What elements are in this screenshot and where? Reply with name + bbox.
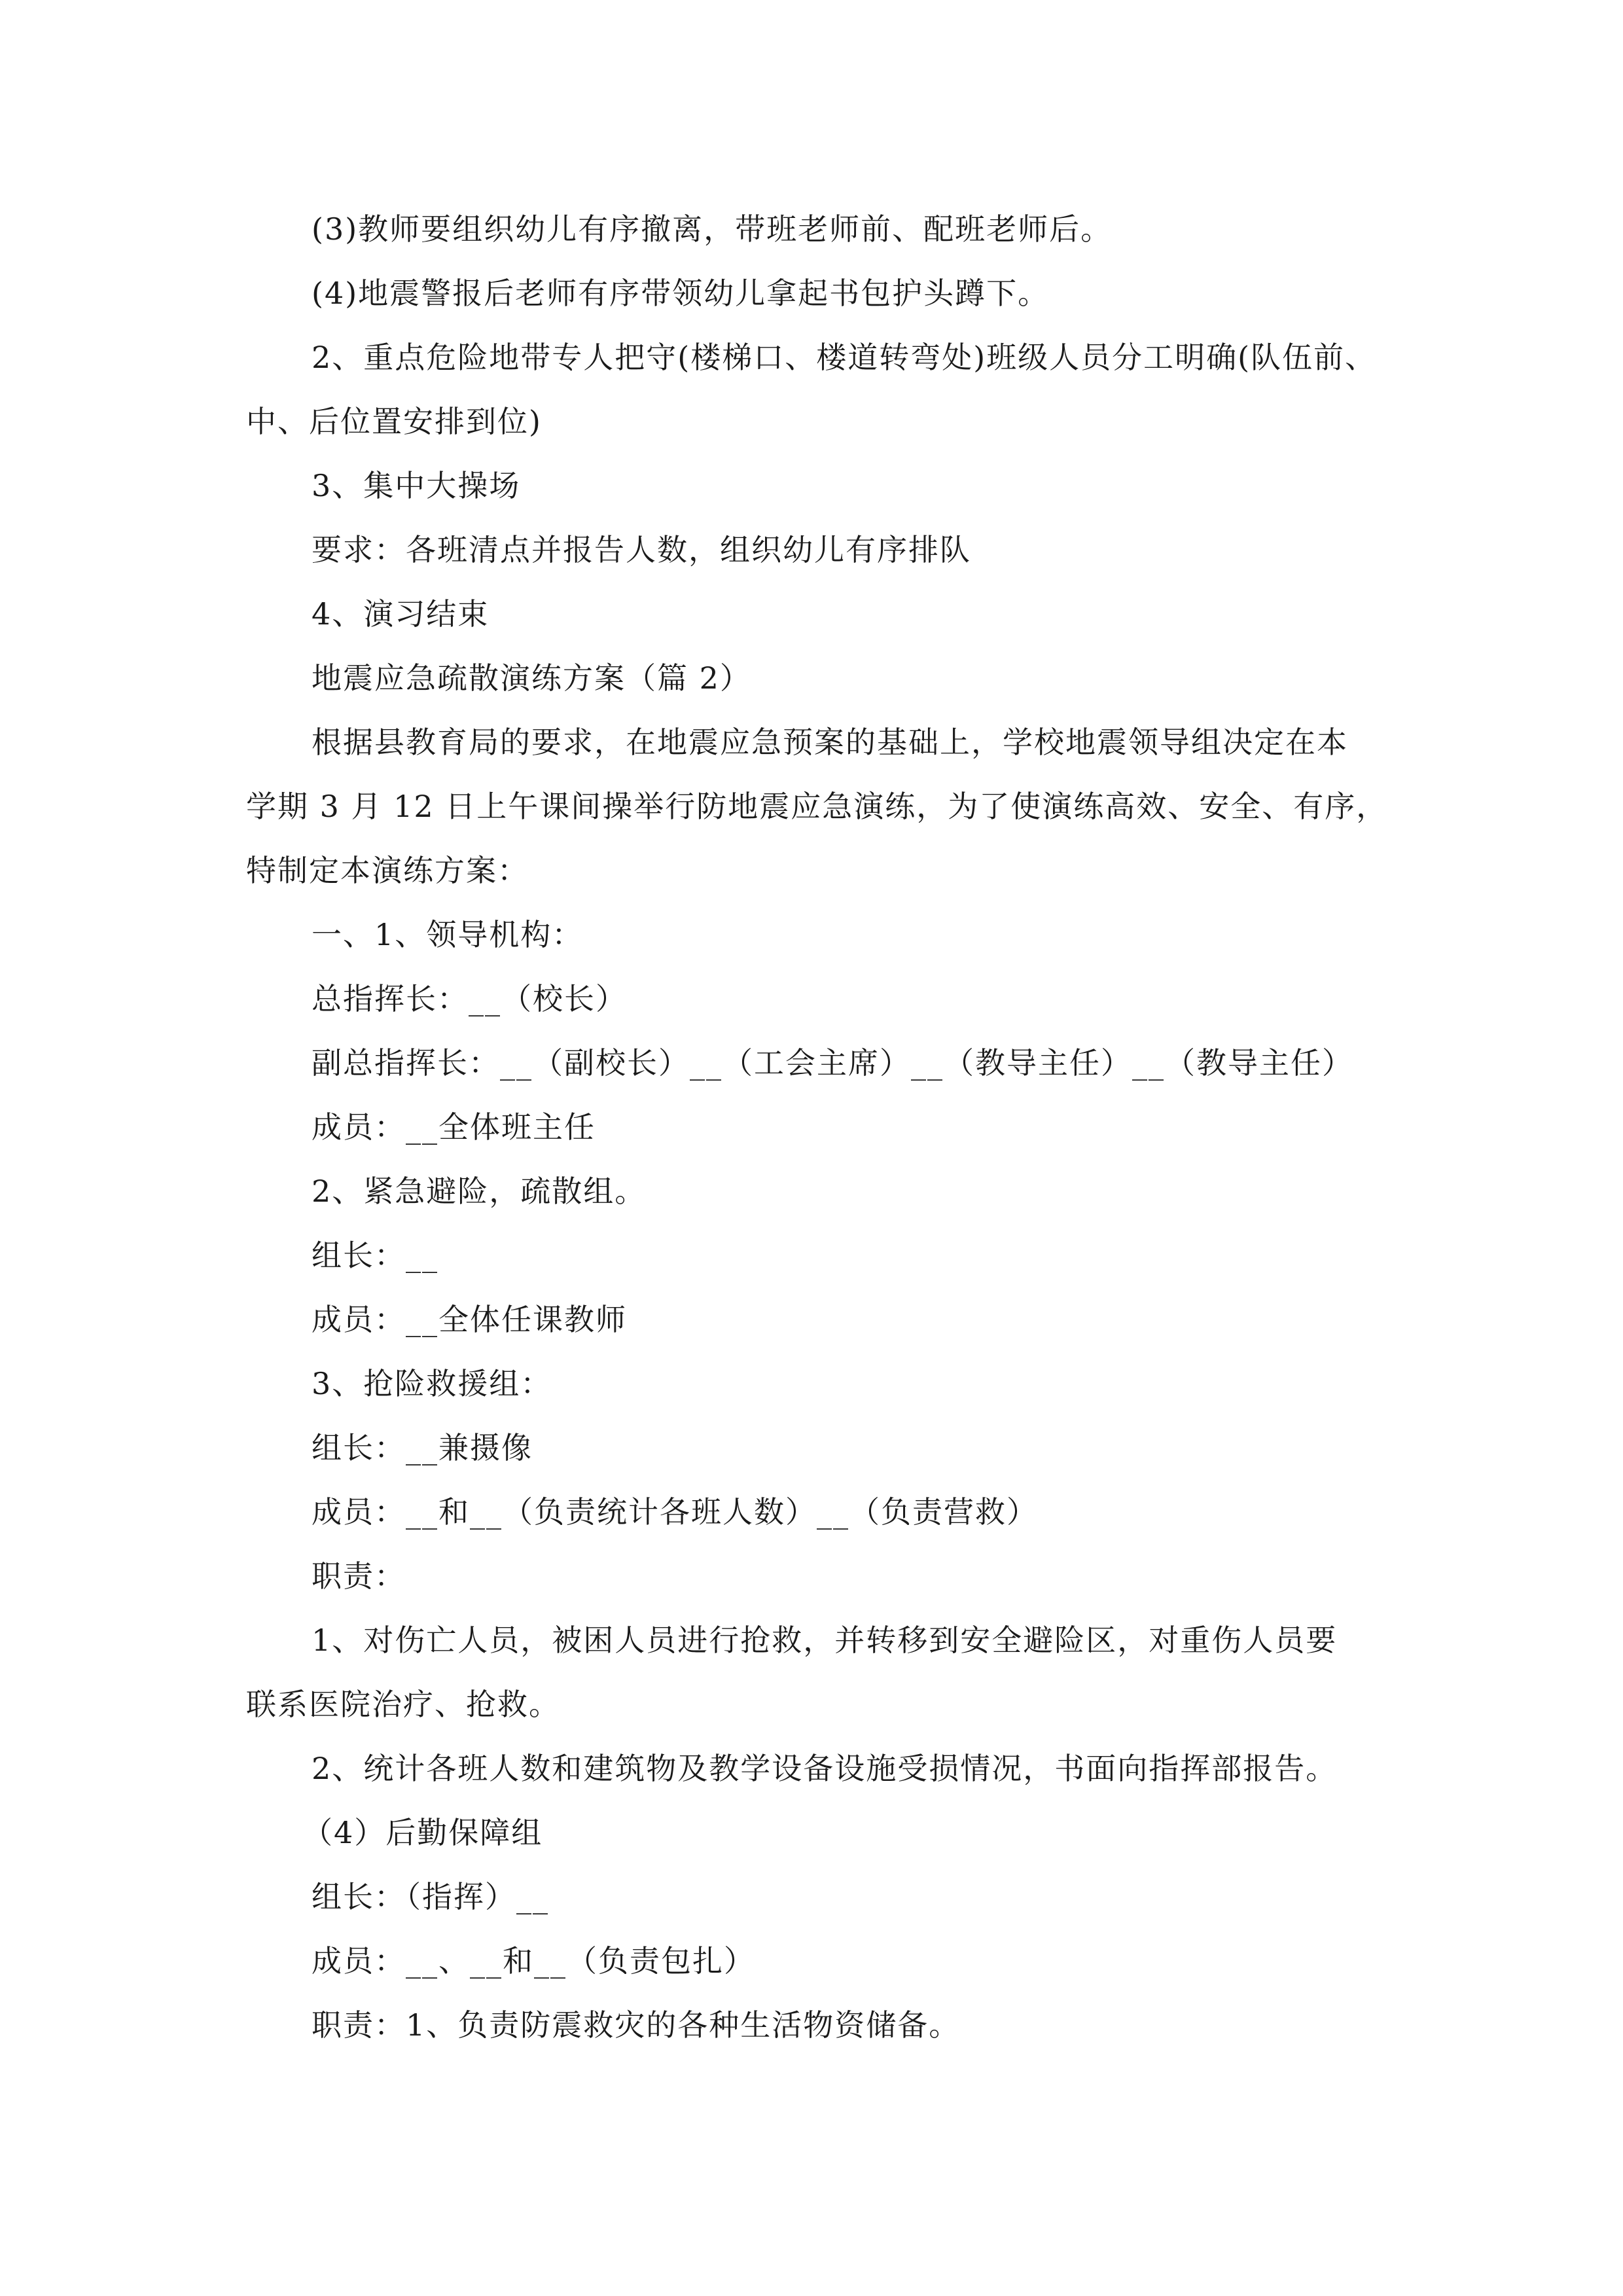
text-line: 2、重点危险地带专人把守(楼梯口、楼道转弯处)班级人员分工明确(队伍前、 bbox=[312, 340, 1377, 375]
text-line: 职责：1、负责防震救灾的各种生活物资储备。 bbox=[312, 2007, 961, 2043]
text-line: 中、后位置安排到位) bbox=[246, 404, 542, 439]
text-line: 副总指挥长：__（副校长）__（工会主席）__（教导主任）__（教导主任） bbox=[312, 1045, 1353, 1081]
text-line: 3、抢险救援组： bbox=[312, 1366, 552, 1401]
text-line: 要求：各班清点并报告人数，组织幼儿有序排队 bbox=[312, 532, 971, 567]
text-line: 成员：__全体班主任 bbox=[312, 1109, 596, 1145]
text-line: 成员：__全体任课教师 bbox=[312, 1302, 627, 1337]
section-heading: 地震应急疏散演练方案（篇 2） bbox=[312, 660, 751, 696]
text-line: 组长：__兼摄像 bbox=[312, 1430, 533, 1465]
text-line: 2、统计各班人数和建筑物及教学设备设施受损情况，书面向指挥部报告。 bbox=[312, 1751, 1338, 1786]
text-line: （4）后勤保障组 bbox=[302, 1815, 543, 1850]
text-line: 学期 3 月 12 日上午课间操举行防地震应急演练，为了使演练高效、安全、有序， bbox=[246, 789, 1388, 824]
text-line: 成员：__和__（负责统计各班人数）__（负责营救） bbox=[312, 1494, 1038, 1530]
text-line: 组长：__ bbox=[312, 1238, 438, 1273]
text-line: 2、紧急避险，疏散组。 bbox=[312, 1174, 647, 1209]
text-line: 3、集中大操场 bbox=[312, 468, 521, 503]
text-line: 1、对伤亡人员，被困人员进行抢救，并转移到安全避险区，对重伤人员要 bbox=[312, 1623, 1338, 1658]
text-line: 总指挥长：__（校长） bbox=[312, 981, 627, 1016]
text-line: (3)教师要组织幼儿有序撤离，带班老师前、配班老师后。 bbox=[312, 211, 1113, 247]
text-line: 联系医院治疗、抢救。 bbox=[246, 1687, 560, 1722]
text-line: 特制定本演练方案： bbox=[246, 853, 529, 888]
text-line: 成员：__、__和__（负责包扎） bbox=[312, 1943, 755, 1979]
text-line: 组长：（指挥）__ bbox=[312, 1879, 549, 1914]
text-line: 一、1、领导机构： bbox=[312, 917, 584, 952]
text-line: (4)地震警报后老师有序带领幼儿拿起书包护头蹲下。 bbox=[312, 276, 1050, 311]
text-line: 4、演习结束 bbox=[312, 596, 490, 632]
text-line: 职责： bbox=[312, 1558, 406, 1594]
text-line: 根据县教育局的要求，在地震应急预案的基础上，学校地震领导组决定在本 bbox=[312, 725, 1348, 760]
